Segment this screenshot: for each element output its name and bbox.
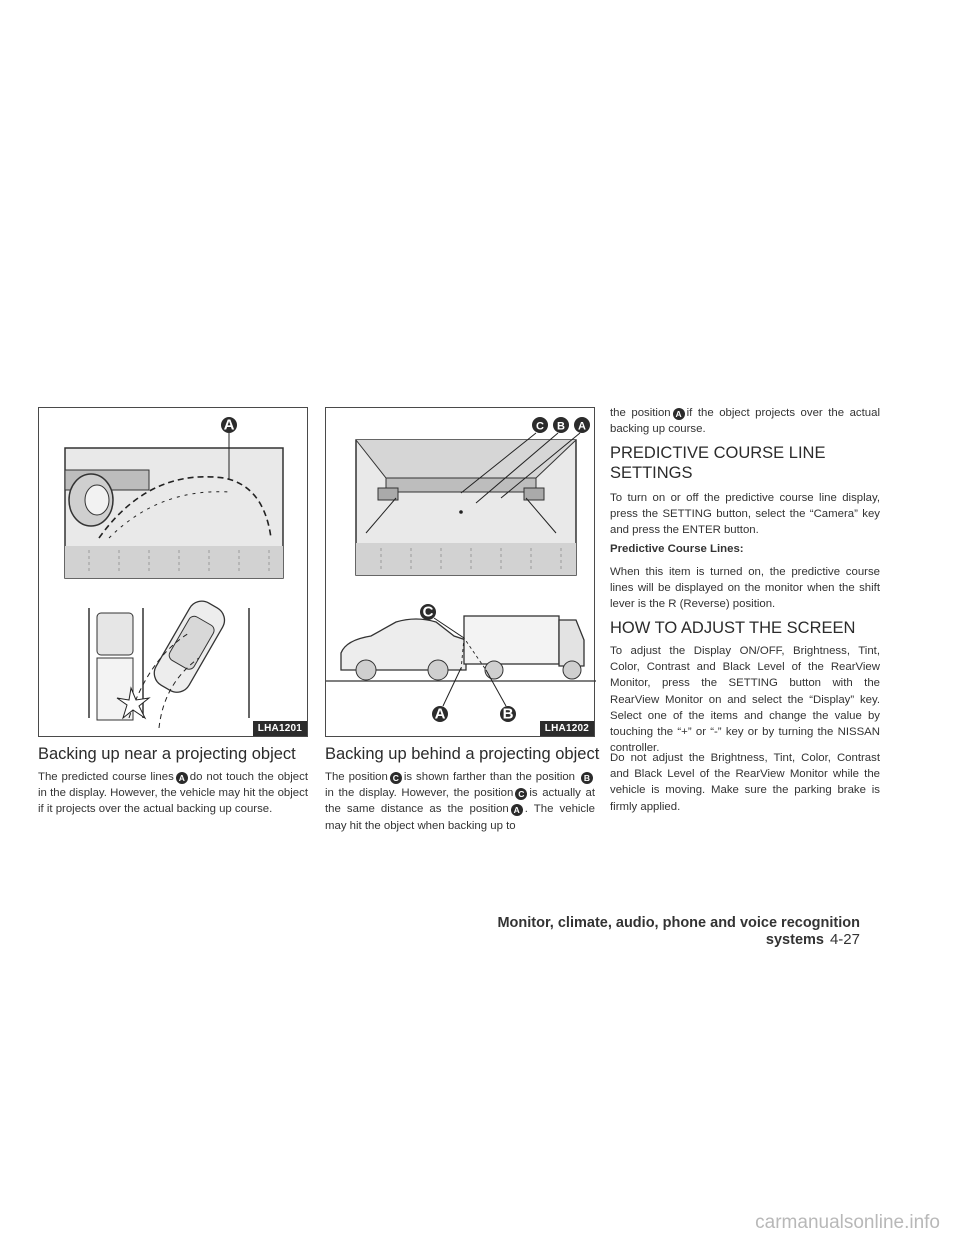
col3-subheading-predictive: Predictive Course Lines: xyxy=(610,543,744,555)
col3-p1-part: if the object projects over the actual backing up course. xyxy=(610,407,880,436)
col3-paragraph-2: To turn on or off the predictive course line display, press the SETTING button, select the “Camera” key and press the ENTER button. xyxy=(610,492,880,537)
col1-p1-part: do not touch the object in the display. However, the vehicle may hit the object if it projects over the actual backing up course. xyxy=(38,771,308,816)
col2-p1-part: is actually at the same distance as the position xyxy=(325,787,595,816)
marker-a: A xyxy=(176,772,188,784)
col1-paragraph xyxy=(38,769,308,818)
fig2-label-a-top: A xyxy=(578,420,586,433)
marker-a: A xyxy=(511,804,523,816)
figure-lha1201 xyxy=(38,407,308,737)
col3-paragraph-4: When this item is turned on, the predictive course lines will be displayed on the monitor when the shift lever is the R (Reverse) position. xyxy=(610,566,880,611)
col2-p1-part: The position xyxy=(325,771,388,783)
watermark: carmanualsonline.info xyxy=(755,1212,940,1233)
marker-c: C xyxy=(515,788,527,800)
heading-how-to-adjust: HOW TO ADJUST THE SCREEN xyxy=(610,619,856,637)
figure-lha1201-illustration xyxy=(39,408,309,738)
figure-lha1202-illustration xyxy=(326,408,596,738)
fig2-label-b-bottom: B xyxy=(502,705,514,723)
col3-paragraph-6: Do not adjust the Brightness, Tint, Color, Contrast and Black Level of the RearView Monitor while the vehicle is moving. Make sure the parking brake is firmly applied. xyxy=(610,752,880,813)
fig2-label-a-bottom: A xyxy=(434,705,446,723)
col3-p1-part: the position xyxy=(610,407,671,419)
figure-lha1202 xyxy=(325,407,595,737)
heading-backing-behind: Backing up behind a projecting object xyxy=(325,745,600,763)
col2-p1-part: in the display. However, the position xyxy=(325,787,514,800)
fig1-label-a: A xyxy=(223,416,235,434)
col3-paragraph-continued xyxy=(610,405,880,437)
figure-id: LHA1202 xyxy=(540,721,594,736)
marker-b: B xyxy=(581,772,593,784)
fig2-label-c-mid: C xyxy=(422,603,434,621)
fig2-label-b-top: B xyxy=(557,420,565,433)
marker-a: A xyxy=(673,408,685,420)
col2-p1-part: . The vehicle may hit the object when backing up to xyxy=(325,803,595,832)
page-number: 4-27 xyxy=(829,931,860,948)
fig2-label-c-top: C xyxy=(536,420,544,433)
col3-paragraph-5: To adjust the Display ON/OFF, Brightness, Tint, Color, Contrast and Black Level of the RearView Monitor, press the SETTING button with the RearView Monitor on and select the “Display” key. Select one of the items and change the value by touching the “+” or “-” key or by turning the NISSAN controller. xyxy=(610,645,880,755)
heading-backing-near: Backing up near a projecting object xyxy=(38,745,296,763)
col2-paragraph xyxy=(325,769,595,834)
heading-predictive-course-line: PREDICTIVE COURSE LINE SETTINGS xyxy=(610,444,826,482)
figure-id: LHA1201 xyxy=(253,721,307,736)
page-footer xyxy=(430,915,860,948)
footer-section-title: Monitor, climate, audio, phone and voice recognition systems xyxy=(497,915,860,948)
marker-c: C xyxy=(390,772,402,784)
col2-p1-part: is shown farther than the position xyxy=(403,771,576,783)
col1-p1-part: The predicted course lines xyxy=(38,771,174,783)
